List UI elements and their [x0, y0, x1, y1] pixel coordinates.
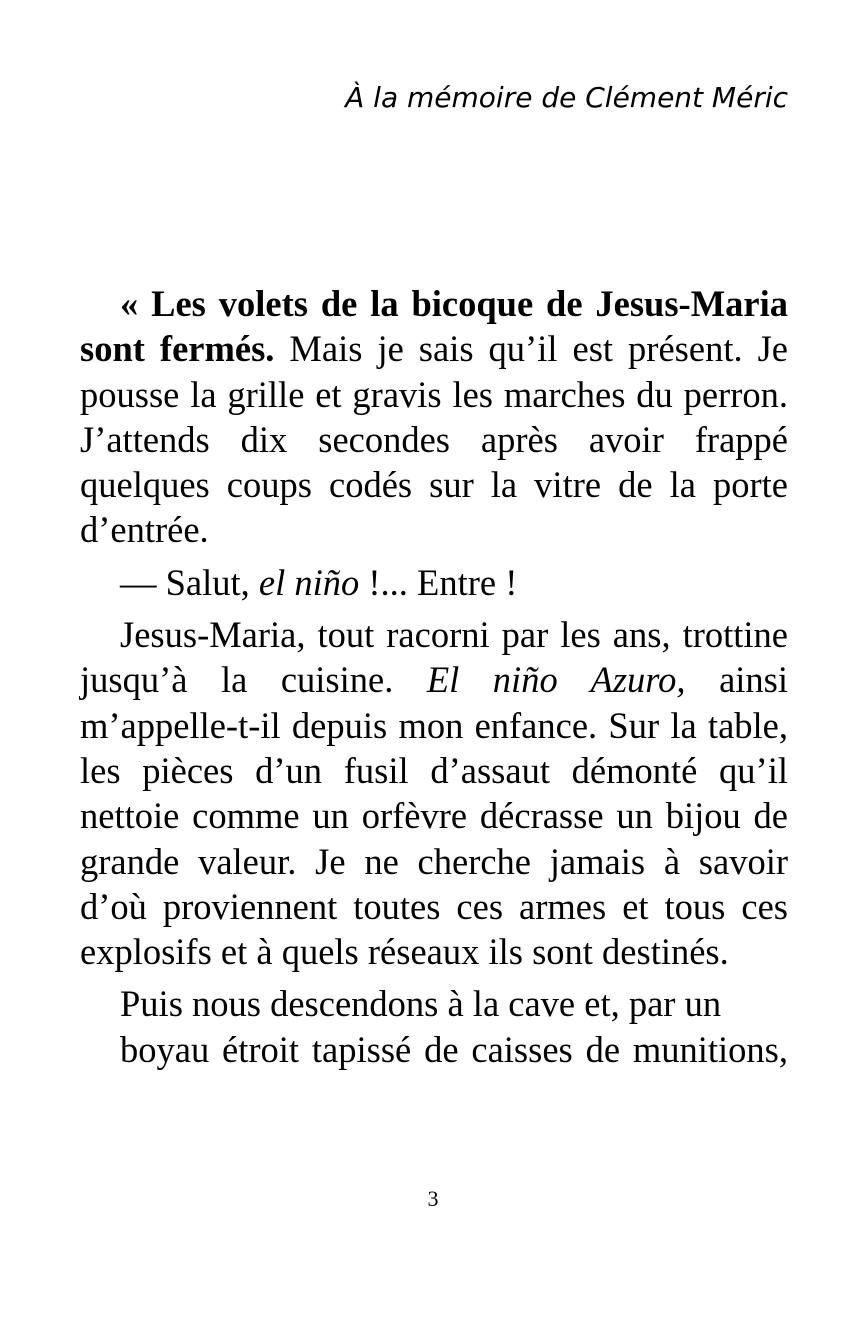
paragraph-3-before: Jesus-Maria, tout racorni par les ans, trottine jusqu’à la cuisine. [80, 614, 788, 701]
body-text [80, 281, 788, 1072]
paragraph-4-continued-line: boyau étroit tapissé de caisses de munitions, [120, 1028, 788, 1070]
paragraph-1 [80, 281, 788, 553]
paragraph-3-italic: El niño Azuro, [426, 659, 686, 701]
paragraph-1-text: Mais je sais qu’il est présent. Je pousse la grille et gravis les marches du perron. J’attends dix secondes après avoir frappé quelques coups codés sur la vitre de la porte d’entrée. [80, 328, 788, 551]
paragraph-2-italic: el niño [258, 561, 360, 603]
paragraph-2-before: — Salut, [120, 561, 259, 603]
paragraph-4 [80, 981, 788, 1072]
paragraph-2-after: !... Entre ! [359, 561, 518, 603]
paragraph-3 [80, 612, 788, 974]
paragraph-4-text: Puis nous descendons à la cave et, par un [120, 983, 722, 1025]
dedication: À la mémoire de Clément Méric [345, 81, 788, 114]
paragraph-3-after: ainsi m’appelle-t-il depuis mon enfance. Sur la table, les pièces d’un fusil d’assaut démonté qu’il nettoie comme un orfèvre décrasse un bijou de grande valeur. Je ne cherche jamais à savoir d’où proviennent toutes ces armes et tous ces explosifs et à quels réseaux ils sont destinés. [80, 659, 788, 973]
paragraph-2-dialogue [80, 560, 788, 605]
page-number: 3 [427, 1186, 439, 1211]
paragraph-1-bold-opening: « Les volets de la bicoque de Jesus-Maria sont fermés. [80, 283, 788, 370]
